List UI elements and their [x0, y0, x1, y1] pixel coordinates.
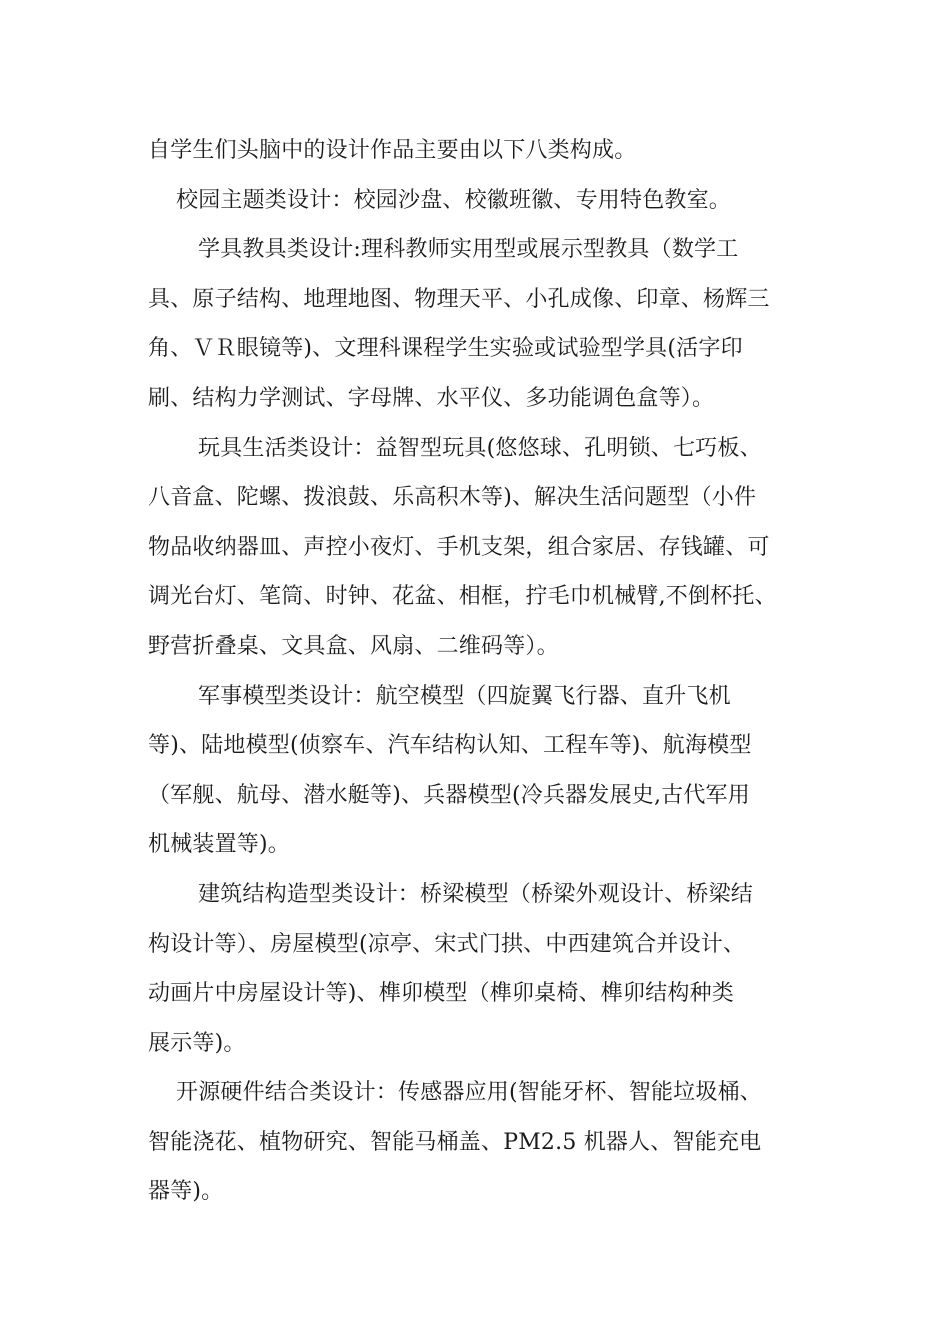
text-line: 野营折叠桌、文具盒、风扇、二维码等）。	[148, 633, 559, 659]
text-line: 动画片中房屋设计等)、榫卯模型（榫卯桌椅、榫卯结构种类	[148, 981, 734, 1007]
text-line: 八音盒、陀螺、拨浪鼓、乐高积木等)、解决生活问题型（小件	[148, 485, 757, 511]
text-line: 等)、陆地模型(侦察车、汽车结构认知、工程车等)、航海模型	[148, 733, 752, 759]
text-line: 具、原子结构、地理地图、物理天平、小孔成像、印章、杨辉三	[148, 286, 770, 312]
paragraph-military-models: 军事模型类设计：航空模型（四旋翼飞行器、直升飞机	[198, 683, 731, 709]
text-line: 机械装置等)。	[148, 832, 290, 858]
text-line: 刷、结构力学测试、字母牌、水平仪、多功能调色盒等）。	[148, 385, 715, 411]
paragraph-teaching-tools: 学具教具类设计:理科教师实用型或展示型教具（数学工	[198, 237, 739, 263]
text-line: 角、ＶＲ眼镜等)、文理科课程学生实验或试验型学具(活字印	[148, 336, 743, 362]
text-line: 自学生们头脑中的设计作品主要由以下八类构成。	[148, 138, 637, 163]
paragraph-architecture: 建筑结构造型类设计：桥梁模型（桥梁外观设计、桥梁结	[198, 881, 754, 907]
text-line: （军舰、航母、潜水艇等)、兵器模型(冷兵器发展史,古代军用	[148, 782, 750, 808]
text-line: 构设计等）、房屋模型(凉亭、宋式门拱、中西建筑合并设计、	[148, 931, 746, 957]
paragraph-open-hardware: 开源硬件结合类设计：传感器应用(智能牙杯、智能垃圾桶、	[176, 1080, 762, 1106]
text-line: 物品收纳器皿、声控小夜灯、手机支架，组合家居、存钱罐、可	[148, 534, 770, 560]
text-line: 器等)。	[148, 1179, 224, 1205]
text-line: 智能浇花、植物研究、智能马桶盖、PM2.5 机器人、智能充电	[148, 1129, 762, 1155]
text-line: 调光台灯、笔筒、时钟、花盆、相框，拧毛巾机械臂,不倒杯托、	[148, 584, 777, 610]
document-body	[148, 126, 812, 1217]
text-line: 展示等)。	[148, 1030, 246, 1056]
paragraph-campus-theme: 校园主题类设计：校园沙盘、校徽班徽、专用特色教室。	[176, 187, 732, 213]
paragraph-toys-life: 玩具生活类设计：益智型玩具(悠悠球、孔明锁、七巧板、	[198, 435, 762, 461]
